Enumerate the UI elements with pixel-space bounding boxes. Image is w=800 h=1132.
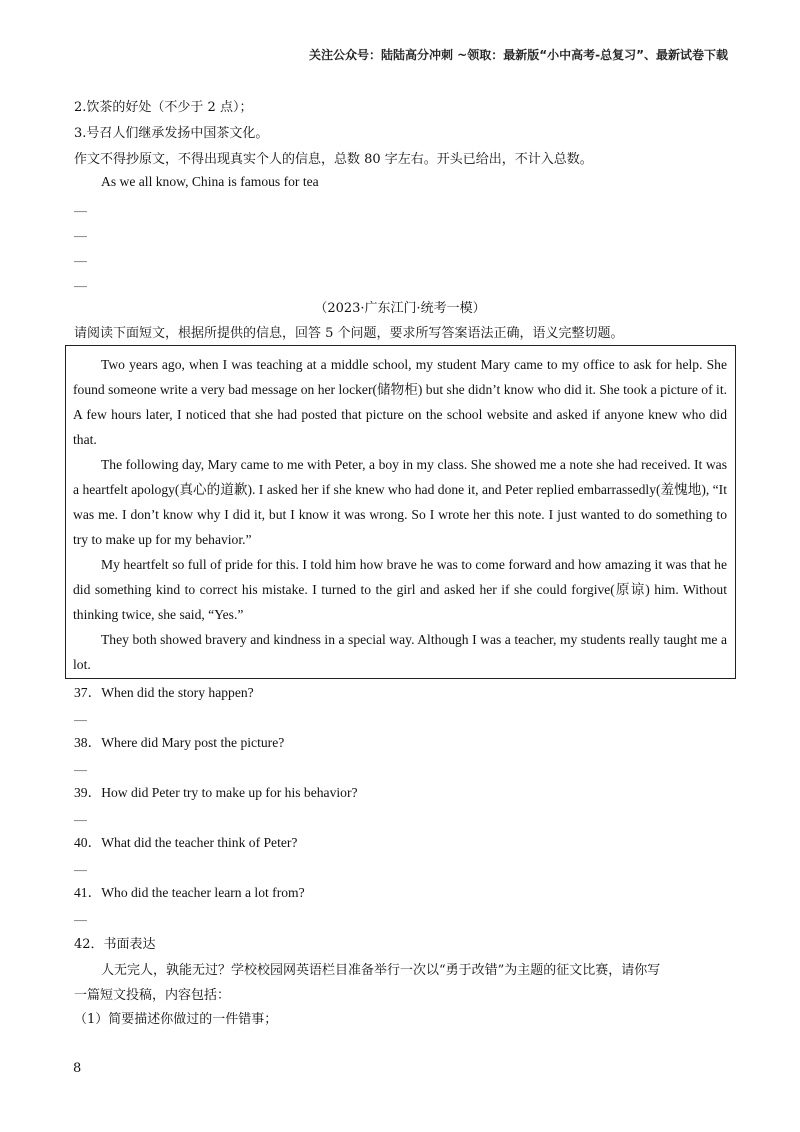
question-37 [74,681,254,701]
answer-blank: __ [74,223,87,238]
passage-paragraph: They both showed bravery and kindness in a special way. Although I was a teacher, my students really taught me a lot. [73,632,727,672]
essay-opening: As we all know, China is famous for tea [101,174,319,189]
question-40 [74,831,297,851]
question-number: 42． [74,937,104,952]
question-number: 37． [74,685,102,700]
answer-blank: __ [74,198,87,213]
exam-source: （2023·广东江门·统考一模） [314,301,486,316]
writing-instruction: 作文不得抄原文，不得出现真实个人的信息，总数 80 字左右。开头已给出，不计入总数。 [74,152,593,167]
reading-instruction: 请阅读下面短文，根据所提供的信息，回答 5 个问题，要求所写答案语法正确，语义完整切题。 [74,326,624,341]
answer-blank: __ [74,273,87,288]
question-number: 40． [74,835,102,850]
question-text: When did the story happen? [101,685,254,700]
writing-prompt-line: 一篇短文投稿，内容包括： [74,988,231,1003]
answer-blank: __ [74,248,87,263]
page-number: 8 [73,1061,82,1076]
question-text: What did the teacher think of Peter? [101,835,298,850]
reading-passage-box [65,345,736,679]
requirement-item-2: 2.饮茶的好处（不少于 2 点）； [74,100,253,115]
question-number: 41． [74,885,102,900]
question-38 [74,731,284,751]
writing-prompt-line: 人无完人，孰能无过？学校校园网英语栏目准备举行一次以“勇于改错”为主题的征文比赛，请你写 [101,963,661,978]
question-text: Where did Mary post the picture? [101,735,285,750]
passage-paragraph: My heartfelt so full of pride for this. I told him how brave he was to come forward and how amazing it was that he did something kind to correct his mistake. I turned to the girl and asked her if she could forgive(原谅) him. Without thinking twice, she said, “Yes.” [73,557,727,622]
question-number: 38． [74,735,102,750]
question-text: How did Peter try to make up for his behavior? [101,785,358,800]
writing-task-heading [74,933,156,952]
question-41 [74,881,305,901]
writing-requirement-item-1: （1）简要描述你做过的一件错事； [74,1012,278,1027]
answer-blank: __ [74,707,87,722]
passage-paragraph: The following day, Mary came to me with Peter, a boy in my class. She showed me a note she had received. It was a heartfelt apology(真心的道歉). I asked her if she knew who had done it, and Peter replied embarrassedly(羞愧地), “It was me. I don’t know why I did it, but I know it was wrong. So I wrote her this note. I just wanted to do something to try to make up for my behavior.” [73,457,727,547]
answer-blank: __ [74,757,87,772]
passage-paragraph: Two years ago, when I was teaching at a middle school, my student Mary came to my office to ask for help. She found someone write a very bad message on her locker(储物柜) but she didn’t know who did it. She took a picture of it. A few hours later, I noticed that she had posted that picture on the school website and asked if anyone knew who did that. [73,357,727,447]
answer-blank: __ [74,857,87,872]
page-header: 关注公众号：陆陆高分冲刺 ~领取：最新版“小中高考-总复习”、最新试卷下载 [309,48,728,62]
question-39 [74,781,358,801]
answer-blank: __ [74,907,87,922]
answer-blank: __ [74,807,87,822]
requirement-item-3: 3.号召人们继承发扬中国茶文化。 [74,126,269,141]
question-text: Who did the teacher learn a lot from? [101,885,305,900]
question-number: 39． [74,785,102,800]
writing-title: 书面表达 [103,937,156,952]
